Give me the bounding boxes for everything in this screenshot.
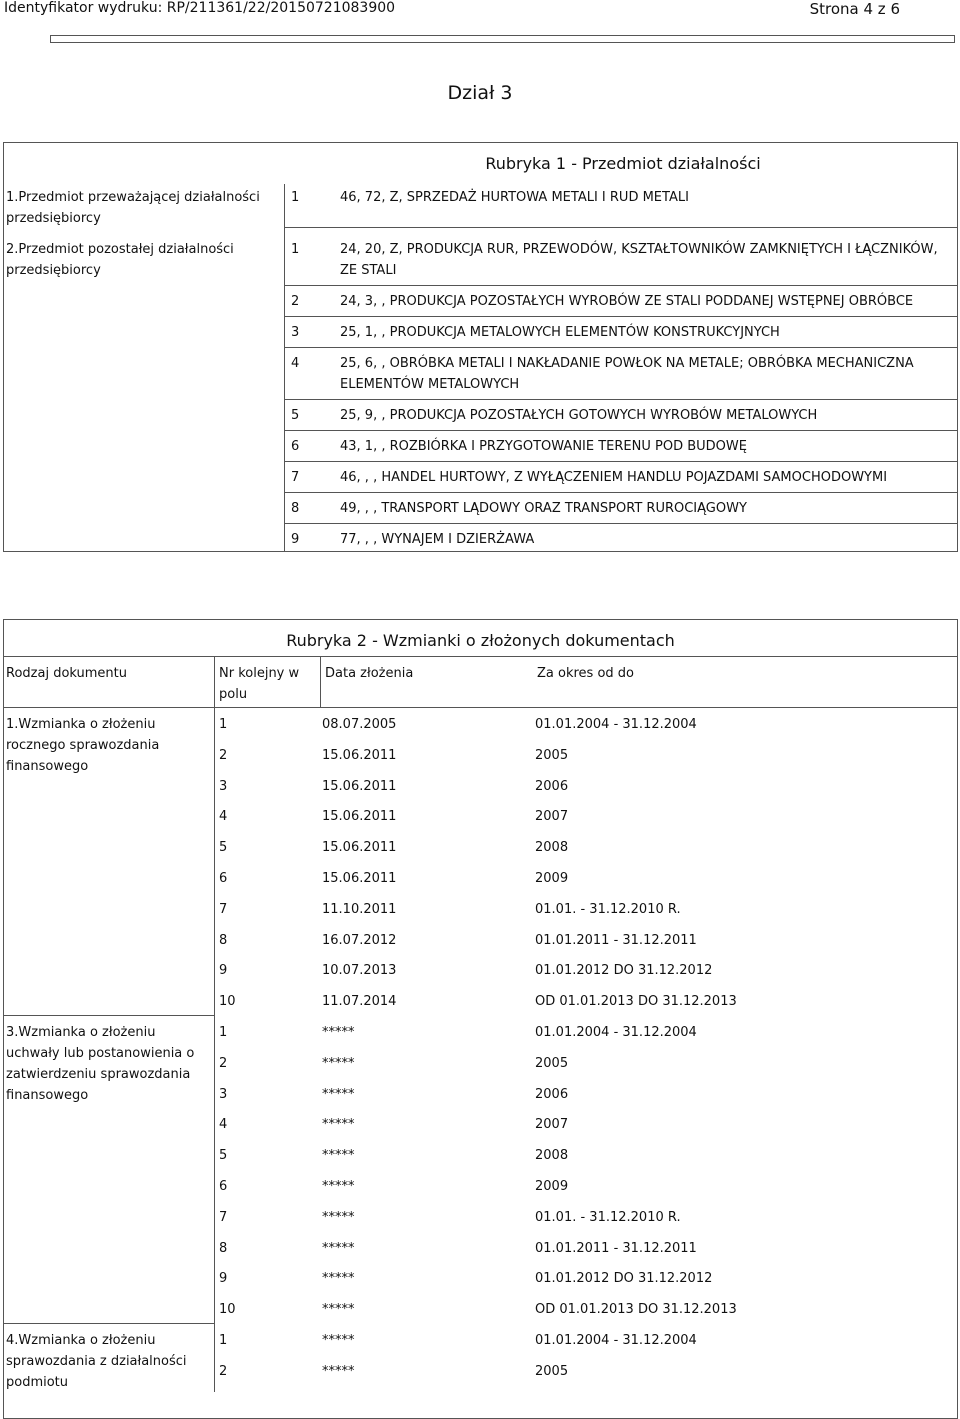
report-period: 2007	[535, 1117, 569, 1133]
filing-date: *****	[322, 1240, 355, 1256]
header-date: Data złożenia	[325, 666, 414, 681]
sequence-number: 9	[219, 963, 228, 979]
report-period: 2008	[535, 840, 569, 856]
activity-text: 24, 3, , PRODUKCJA POZOSTAŁYCH WYROBÓW ZE STALI PODDANEJ WSTĘPNEJ OBRÓBCE	[340, 294, 914, 309]
rubryka-2-title-rule	[3, 656, 958, 657]
filing-date: 15.06.2011	[322, 840, 397, 856]
report-period: 01.01. - 31.12.2010 R.	[535, 1209, 681, 1225]
activity-text: 46, 72, Z, SPRZEDAŻ HURTOWA METALI I RUD METALI	[340, 190, 689, 205]
filing-date: *****	[322, 1179, 355, 1194]
col-divider-1	[214, 656, 215, 708]
header-doc-type: Rodzaj dokumentu	[6, 666, 127, 681]
sequence-number: 2	[219, 1055, 228, 1071]
sequence-number: 5	[219, 1148, 228, 1164]
activity-text: 46, , , HANDEL HURTOWY, Z WYŁĄCZENIEM HANDLU POJAZDAMI SAMOCHODOWYMI	[340, 470, 888, 485]
report-period: 01.01. - 31.12.2010 R.	[535, 901, 681, 917]
filing-date: 11.07.2014	[322, 994, 397, 1010]
report-period: 2006	[535, 778, 569, 794]
filing-date: 15.06.2011	[322, 778, 397, 794]
sequence-number: 1	[219, 1333, 228, 1348]
row-rule	[284, 347, 958, 348]
document-type-label: 4.Wzmianka o złożeniu sprawozdania z działalności podmiotu	[6, 1333, 187, 1390]
other-activity-label: 2.Przedmiot pozostałej działalności przedsiębiorcy	[6, 242, 234, 278]
row-rule	[284, 316, 958, 317]
document-type-label: 3.Wzmianka o złożeniu uchwały lub postanowienia o zatwierdzeniu sprawozdania finansowego	[6, 1025, 195, 1103]
report-period: 2008	[535, 1148, 569, 1164]
sequence-number: 1	[219, 717, 228, 732]
rubryka-1-title: Rubryka 1 - Przedmiot działalności	[485, 154, 761, 173]
row-rule	[284, 523, 958, 524]
report-period: 01.01.2004 - 31.12.2004	[535, 717, 697, 732]
filing-date: *****	[322, 1271, 355, 1287]
label-cell-divider	[214, 707, 215, 1022]
sequence-number: 8	[219, 1240, 228, 1256]
report-period: 2005	[535, 1055, 569, 1071]
label-cell-divider	[214, 1015, 215, 1330]
sequence-number: 10	[219, 994, 236, 1010]
row-rule	[284, 227, 958, 228]
activity-number: 9	[291, 532, 300, 547]
filing-date: *****	[322, 1086, 355, 1102]
page-number: Strona 4 z 6	[809, 0, 900, 18]
sequence-number: 1	[219, 1025, 228, 1040]
report-period: 01.01.2004 - 31.12.2004	[535, 1025, 697, 1040]
report-period: 2009	[535, 1179, 569, 1194]
filing-date: *****	[322, 1117, 355, 1133]
activity-number: 4	[291, 356, 300, 371]
sequence-number: 5	[219, 840, 228, 856]
header-rule-bottom	[3, 707, 958, 708]
activity-number: 3	[291, 325, 300, 340]
header-rule	[50, 35, 955, 43]
filing-date: 11.10.2011	[322, 901, 397, 917]
filing-date: *****	[322, 1363, 355, 1379]
row-rule	[284, 430, 958, 431]
sequence-number: 2	[219, 1363, 228, 1379]
filing-date: *****	[322, 1302, 355, 1318]
activity-text: 77, , , WYNAJEM I DZIERŻAWA	[340, 532, 535, 547]
sequence-number: 8	[219, 932, 228, 948]
sequence-number: 9	[219, 1271, 228, 1287]
filing-date: 08.07.2005	[322, 717, 397, 732]
row-rule	[284, 285, 958, 286]
sequence-number: 2	[219, 747, 228, 763]
activity-text: 25, 1, , PRODUKCJA METALOWYCH ELEMENTÓW KONSTRUKCYJNYCH	[340, 325, 780, 340]
filing-date: 15.06.2011	[322, 747, 397, 763]
sequence-number: 7	[219, 901, 228, 917]
activity-number: 1	[291, 242, 300, 257]
report-period: 2005	[535, 747, 569, 763]
sequence-number: 7	[219, 1209, 228, 1225]
filing-date: *****	[322, 1333, 355, 1348]
activity-text: 24, 20, Z, PRODUKCJA RUR, PRZEWODÓW, KSZTAŁTOWNIKÓW ZAMKNIĘTYCH I ŁĄCZNIKÓW, ZE STALI	[340, 242, 938, 278]
header-period: Za okres od do	[537, 666, 634, 681]
sequence-number: 3	[219, 778, 228, 794]
activity-number: 6	[291, 439, 300, 454]
activity-number: 2	[291, 294, 300, 309]
rubryka-2-title: Rubryka 2 - Wzmianki o złożonych dokumentach	[286, 631, 675, 650]
activity-number: 5	[291, 408, 300, 423]
main-activity-label: 1.Przedmiot przeważającej działalności przedsiębiorcy	[6, 190, 260, 226]
row-rule	[284, 461, 958, 462]
section-title: Dział 3	[447, 82, 513, 104]
filing-date: *****	[322, 1209, 355, 1225]
activity-text: 49, , , TRANSPORT LĄDOWY ORAZ TRANSPORT RUROCIĄGOWY	[340, 501, 747, 516]
filing-date: *****	[322, 1055, 355, 1071]
filing-date: 15.06.2011	[322, 871, 397, 886]
report-period: 2009	[535, 871, 569, 886]
header-seq: Nr kolejny w polu	[219, 666, 300, 702]
group-rule	[3, 1323, 215, 1324]
report-period: 01.01.2011 - 31.12.2011	[535, 1240, 697, 1256]
activity-text: 25, 6, , OBRÓBKA METALI I NAKŁADANIE POWŁOK NA METALE; OBRÓBKA MECHANICZNA ELEMENTÓW METALOWYCH	[340, 356, 914, 392]
report-period: 01.01.2012 DO 31.12.2012	[535, 1271, 713, 1287]
report-period: 01.01.2011 - 31.12.2011	[535, 932, 697, 948]
sequence-number: 6	[219, 871, 228, 886]
sequence-number: 6	[219, 1179, 228, 1194]
sequence-number: 4	[219, 1117, 228, 1133]
report-period: 2007	[535, 809, 569, 825]
row-rule	[284, 492, 958, 493]
activity-number: 1	[291, 190, 300, 205]
print-identifier: Identyfikator wydruku: RP/211361/22/20150721083900	[4, 0, 396, 16]
sequence-number: 3	[219, 1086, 228, 1102]
activity-number: 8	[291, 501, 300, 516]
report-period: 2006	[535, 1086, 569, 1102]
filing-date: *****	[322, 1025, 355, 1040]
col-divider-2	[320, 656, 321, 708]
report-period: 01.01.2004 - 31.12.2004	[535, 1333, 697, 1348]
document-type-label: 1.Wzmianka o złożeniu rocznego sprawozdania finansowego	[6, 717, 160, 774]
filing-date: 10.07.2013	[322, 963, 397, 979]
filing-date: 15.06.2011	[322, 809, 397, 825]
row-rule	[284, 399, 958, 400]
group-rule	[3, 1015, 215, 1016]
report-period: OD 01.01.2013 DO 31.12.2013	[535, 1302, 737, 1318]
sequence-number: 4	[219, 809, 228, 825]
report-period: 01.01.2012 DO 31.12.2012	[535, 963, 713, 979]
activity-text: 25, 9, , PRODUKCJA POZOSTAŁYCH GOTOWYCH WYROBÓW METALOWYCH	[340, 408, 818, 423]
label-cell-divider	[214, 1323, 215, 1392]
activity-number: 7	[291, 470, 300, 485]
report-period: 2005	[535, 1363, 569, 1379]
filing-date: *****	[322, 1148, 355, 1164]
rubryka-1-divider	[284, 184, 285, 552]
activity-text: 43, 1, , ROZBIÓRKA I PRZYGOTOWANIE TERENU POD BUDOWĘ	[340, 439, 747, 454]
sequence-number: 10	[219, 1302, 236, 1318]
filing-date: 16.07.2012	[322, 932, 397, 948]
report-period: OD 01.01.2013 DO 31.12.2013	[535, 994, 737, 1010]
